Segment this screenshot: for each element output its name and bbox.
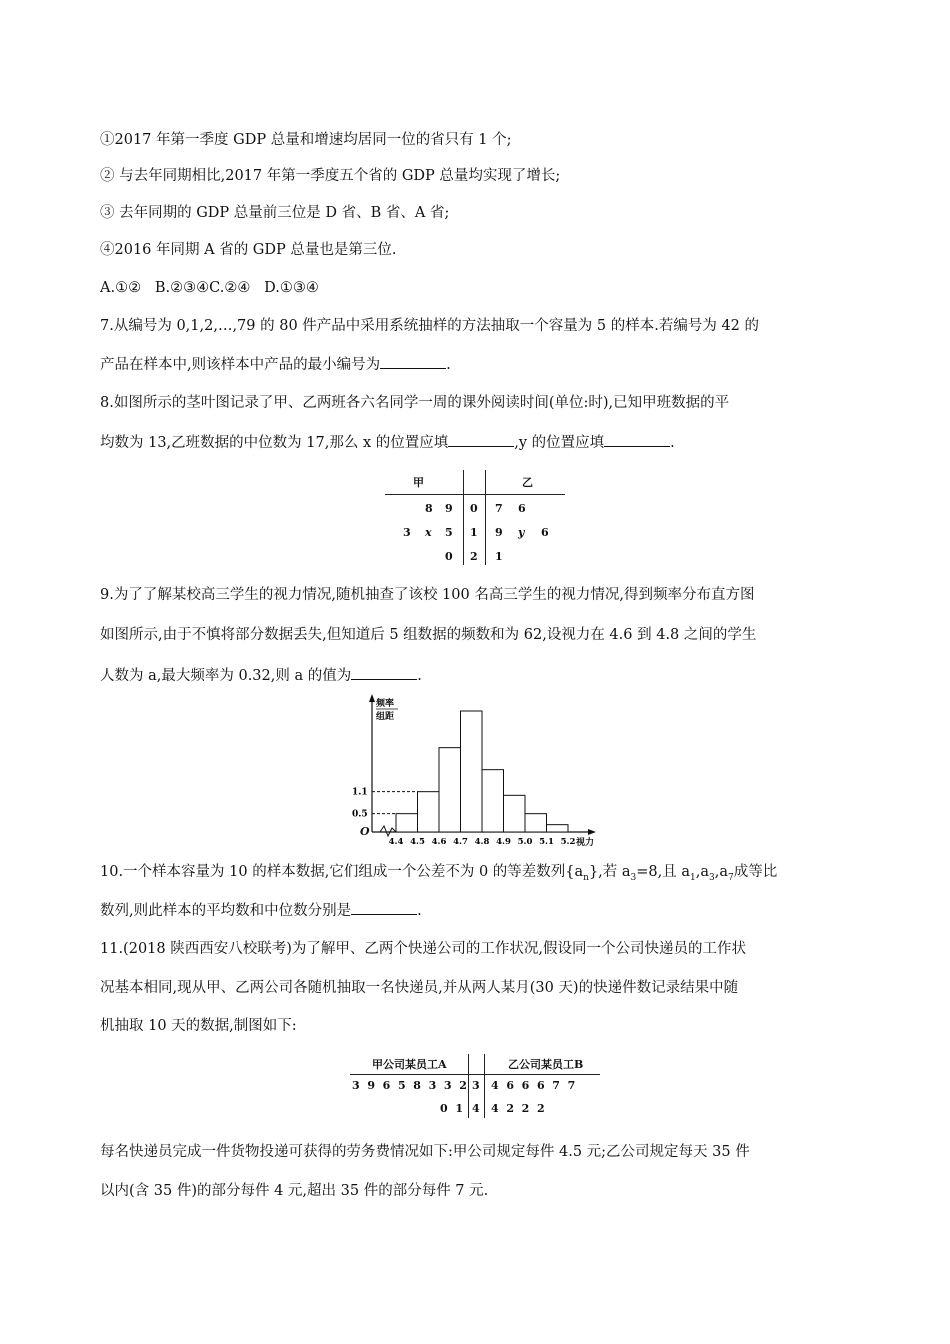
histogram-bar [418, 792, 440, 832]
ytick-label: 0.5 [352, 809, 368, 820]
q7-answer-blank [380, 354, 446, 369]
q10-text-e: ,a [714, 864, 729, 880]
q11-line-5: 以内(含 35 件)的部分每件 4 元,超出 35 件的部分每件 7 元. [100, 1183, 489, 1199]
q7-line-2 [100, 354, 451, 375]
xtick-label: 4.7 [453, 837, 468, 847]
q8-line-2 [100, 432, 675, 453]
q10-text-c: =8,且 a [636, 864, 691, 880]
statement-2: ② 与去年同期相比,2017 年第一季度五个省的 GDP 总量均实现了增长; [100, 168, 561, 184]
histogram-bar [525, 814, 547, 832]
xtick-label: 5.0 [517, 837, 533, 847]
frequency-histogram [352, 692, 612, 847]
q11-row2-stem: 4 [472, 1102, 480, 1115]
q8-leaf: 3 [403, 526, 411, 539]
histogram-bar [439, 748, 461, 832]
q9-line-2: 如图所示,由于不慎将部分数据丢失,但知道后 5 组数据的频数和为 62,设视力在 4.6 到 4.8 之间的学生 [100, 627, 757, 643]
q8-stem: 2 [470, 550, 478, 563]
q10-text-b: },若 a [588, 864, 631, 880]
q8-leaf: 6 [541, 526, 549, 539]
q8-leaf: 7 [495, 502, 503, 515]
q8-text-b: ,y 的位置应填 [514, 435, 605, 451]
q11-row1-right-leaves: 4 6 6 6 7 7 [491, 1079, 576, 1092]
axis-break [380, 826, 396, 836]
answer-options: A.①② B.②③④C.②④ D.①③④ [100, 280, 319, 296]
q8-leaf-y: y [518, 526, 525, 539]
q11-header-rule [350, 1074, 600, 1075]
q10-sub: 7 [728, 872, 734, 883]
q8-line-1: 8.如图所示的茎叶图记录了甲、乙两班各六名同学一周的课外阅读时间(单位:时),已知甲班数据的平 [100, 395, 730, 411]
ylabel-bottom: 组距 [376, 712, 395, 722]
q10-text: 数列,则此样本的平均数和中位数分别是 [100, 903, 352, 919]
q10-sub: 1 [690, 872, 696, 883]
q8-leaf: 5 [445, 526, 453, 539]
statement-1: ①2017 年第一季度 GDP 总量和增速均居同一位的省只有 1 个; [100, 132, 512, 148]
q7-period: . [446, 357, 451, 373]
histogram-bar [461, 711, 483, 832]
xtick-label: 5.2 [560, 837, 576, 847]
xtick-label: 4.8 [474, 837, 490, 847]
q8-header-jia: 甲 [413, 476, 424, 489]
q11-stem-leaf-plot [350, 1054, 600, 1118]
q11-row2-left-leaves: 0 1 [440, 1102, 463, 1115]
q11-line-1: 11.(2018 陕西西安八校联考)为了解甲、乙两个快递公司的工作状况,假设同一个公司快递员的工作状 [100, 941, 746, 957]
q11-row1-left-leaves: 3 9 6 5 8 3 3 2 [352, 1079, 467, 1092]
q11-row2-right-leaves: 4 2 2 2 [491, 1102, 545, 1115]
ylabel-top: 频率 [376, 699, 395, 709]
x-axis-arrow [588, 829, 596, 835]
origin-label: O [360, 825, 370, 838]
q8-text-a: 均数为 13,乙班数据的中位数为 17,那么 x 的位置应填 [100, 435, 449, 451]
q8-leaf: 6 [518, 502, 526, 515]
q10-line-2 [100, 900, 422, 921]
xtick-label: 4.6 [431, 837, 447, 847]
q10-sub: n [583, 872, 589, 883]
histogram-bar [396, 814, 418, 832]
q9-period: . [417, 668, 422, 684]
xtick-label: 4.5 [410, 837, 425, 847]
q9-line-3 [100, 665, 422, 686]
q10-text-a: 10.一个样本容量为 10 的样本数据,它们组成一个公差不为 0 的等差数列{a [100, 864, 584, 880]
y-axis-arrow [369, 694, 375, 702]
q9-answer-blank [351, 665, 417, 680]
q8-x-blank [448, 432, 514, 447]
q9-text: 人数为 a,最大频率为 0.32,则 a 的值为 [100, 668, 352, 684]
q8-leaf: 1 [495, 550, 503, 563]
statement-4: ④2016 年同期 A 省的 GDP 总量也是第三位. [100, 242, 397, 258]
q11-header-b: 乙公司某员工B [508, 1058, 584, 1071]
q10-line-1 [100, 862, 777, 888]
xtick-label: 4.4 [388, 837, 404, 847]
q7-text: 产品在样本中,则该样本中产品的最小编号为 [100, 357, 381, 373]
q11-line-3: 机抽取 10 天的数据,制图如下: [100, 1018, 297, 1034]
q10-sub: 3 [709, 872, 715, 883]
q11-line-2: 况基本相同,现从甲、乙两公司各随机抽取一名快递员,并从两人某月(30 天)的快递件数记录结果中随 [100, 980, 739, 996]
q8-divider-left [463, 470, 464, 565]
q8-period: . [670, 435, 675, 451]
histogram-bar [504, 795, 526, 832]
q10-sub: 3 [630, 872, 637, 883]
q8-divider-right [485, 470, 486, 565]
q11-header-a: 甲公司某员工A [372, 1058, 447, 1071]
q8-leaf-x: x [425, 526, 432, 539]
q8-header-yi: 乙 [522, 476, 533, 489]
q10-text-f: 成等比 [733, 864, 778, 880]
q11-divider-right [484, 1054, 485, 1118]
statement-3: ③ 去年同期的 GDP 总量前三位是 D 省、B 省、A 省; [100, 205, 450, 221]
q10-answer-blank [351, 900, 417, 915]
q11-row1-stem: 3 [472, 1079, 480, 1092]
q8-stem: 0 [470, 502, 478, 515]
ytick-label: 1.1 [352, 787, 368, 798]
q7-line-1: 7.从编号为 0,1,2,…,79 的 80 件产品中采用系统抽样的方法抽取一个容量为 5 的样本.若编号为 42 的 [100, 318, 760, 334]
q8-leaf: 9 [495, 526, 503, 539]
xtick-label: 4.9 [496, 837, 511, 847]
q10-text-d: ,a [695, 864, 710, 880]
q8-leaf: 8 [425, 502, 433, 515]
q8-leaf: 9 [445, 502, 453, 515]
xlabel: 视力 [576, 838, 595, 847]
q11-divider-left [468, 1054, 469, 1118]
xtick-label: 5.1 [539, 837, 554, 847]
q8-header-rule [385, 494, 565, 495]
q11-line-4: 每名快递员完成一件货物投递可获得的劳务费情况如下:甲公司规定每件 4.5 元;乙公司规定每天 35 件 [100, 1144, 750, 1160]
q8-leaf: 0 [445, 550, 453, 563]
q8-stem: 1 [470, 526, 478, 539]
q9-line-1: 9.为了了解某校高三学生的视力情况,随机抽查了该校 100 名高三学生的视力情况,得到频率分布直方图 [100, 587, 755, 603]
q8-y-blank [604, 432, 670, 447]
q10-period: . [417, 903, 422, 919]
q8-stem-leaf-plot [385, 470, 565, 565]
histogram-bar [482, 770, 504, 832]
histogram-bar [547, 825, 569, 832]
